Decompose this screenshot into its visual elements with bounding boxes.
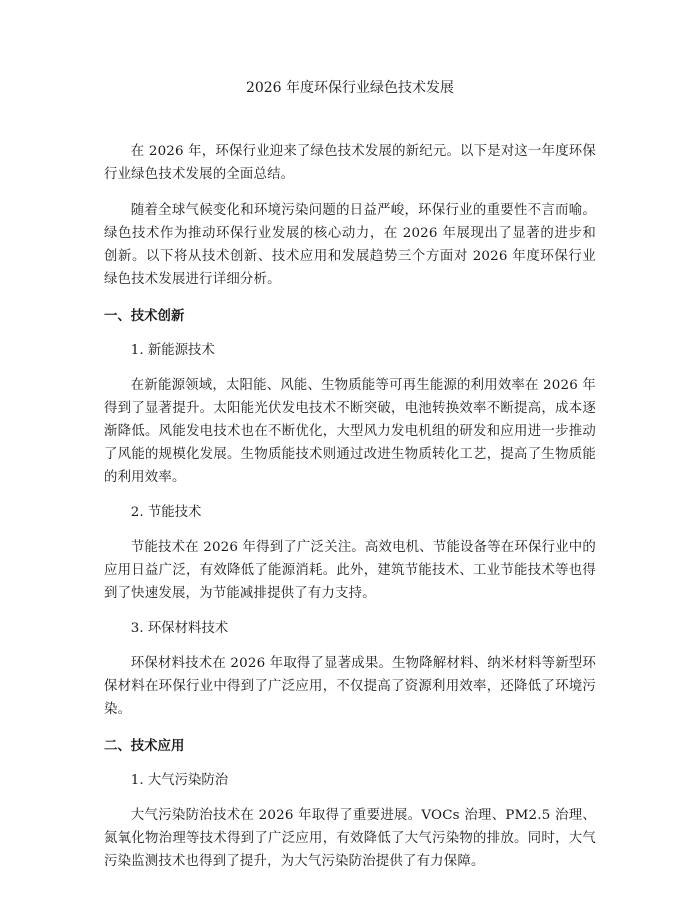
body-paragraph: 大气污染防治技术在 2026 年取得了重要进展。VOCs 治理、PM2.5 治理、氮氧化物治理等技术得到了广泛应用，有效降低了大气污染物的排放。同时，大气污染监测技术也得到了提升，为大气污染防治提供了有力保障。 [104, 808, 596, 869]
document-title: 2026 年度环保行业绿色技术发展 [245, 80, 455, 96]
document-body [104, 78, 596, 886]
subsection-heading: 1. 大气污染防治 [130, 773, 229, 788]
section-heading: 一、技术创新 [104, 308, 185, 324]
body-paragraph: 环保材料技术在 2026 年取得了显著成果。生物降解材料、纳米材料等新型环保材料在环保行业中得到了广泛应用，不仅提高了资源利用效率，还降低了环境污染。 [104, 656, 596, 717]
body-paragraph: 节能技术在 2026 年得到了广泛关注。高效电机、节能设备等在环保行业中的应用日益广泛，有效降低了能源消耗。此外，建筑节能技术、工业节能技术等也得到了快速发展，为节能减排提供了有力支持。 [104, 540, 596, 601]
body-paragraph: 在新能源领域，太阳能、风能、生物质能等可再生能源的利用效率在 2026 年得到了显著提升。太阳能光伏发电技术不断突破，电池转换效率不断提高，成本逐渐降低。风能发电技术也在不断优化，大型风力发电机组的研发和应用进一步推动了风能的规模化发展。生物质能技术则通过改进生物质转化工艺，提高了生物质能的利用效率。 [104, 378, 596, 485]
subsection-heading: 3. 环保材料技术 [130, 621, 229, 636]
intro-paragraph: 随着全球气候变化和环境污染问题的日益严峻，环保行业的重要性不言而喻。绿色技术作为推动环保行业发展的核心动力，在 2026 年展现出了显著的进步和创新。以下将从技术创新、技术应用和发展趋势三个方面对 2026 年度环保行业绿色技术发展进行详细分析。 [104, 203, 596, 287]
intro-paragraph: 在 2026 年，环保行业迎来了绿色技术发展的新纪元。以下是对这一年度环保行业绿色技术发展的全面总结。 [104, 144, 596, 182]
subsection-heading: 2. 节能技术 [130, 505, 202, 520]
section-heading: 二、技术应用 [104, 738, 185, 754]
subsection-heading: 1. 新能源技术 [130, 343, 215, 358]
